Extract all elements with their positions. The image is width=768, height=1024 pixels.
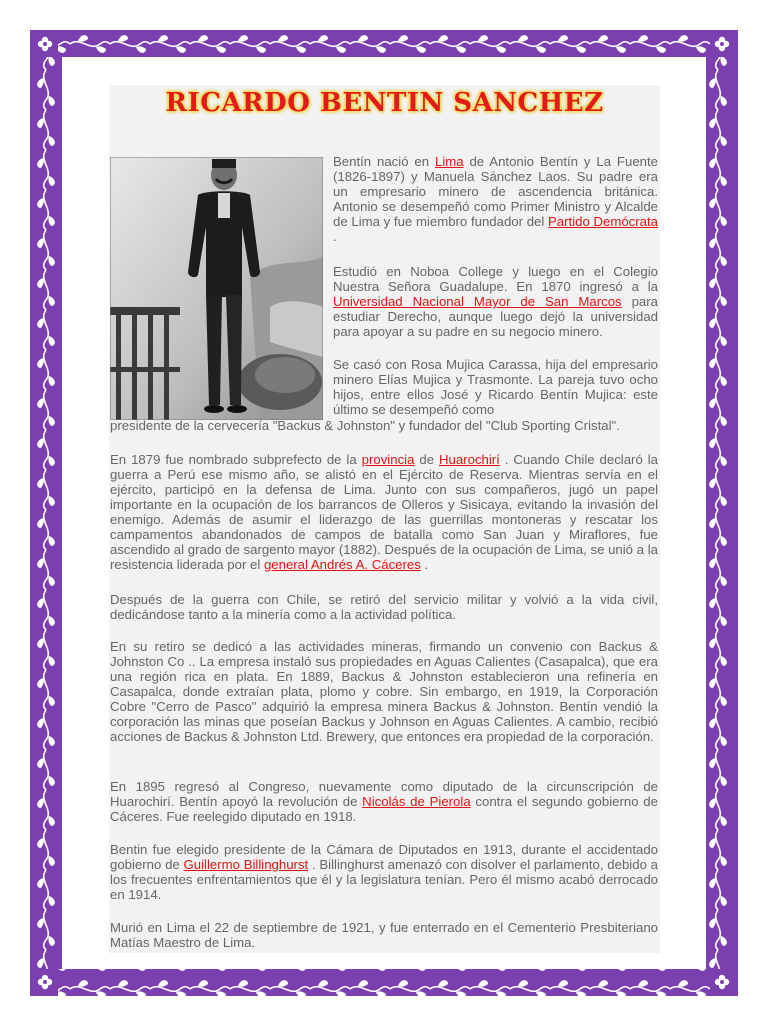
portrait-photo [110, 157, 323, 420]
paragraph-4: En 1879 fue nombrado subprefecto de la provincia de Huarochirí . Cuando Chile declaró la guerra a Perú ese mismo año, se alistó en el Ejército de Reserva. Mientras servía en el ejército, participó en la defensa de Lima. Junto con sus compañeros, jugó un papel importante en la ocupación de los barrancos de Olleros y Sisicaya, evitando la invasión del enemigo. Además de asumir el liderazgo de las guerrillas montoneras y rescatar los campamentos abandonados de campos de batalla como San Juan y Miraflores, fue ascendido al grado de sargento mayor (1882). Después de la ocupación de Lima, se unió a la resistencia liderada por el general Andrés A. Cáceres . [110, 452, 658, 572]
page-title: RICARDO BENTIN SANCHEZ [165, 88, 604, 118]
link-guillermo-billinghurst[interactable]: Guillermo Billinghurst [183, 857, 309, 872]
link-general-caceres[interactable]: general Andrés A. Cáceres [263, 557, 421, 572]
link-huarochiri[interactable]: Huarochirí [439, 452, 500, 467]
paragraph-6: En su retiro se dedicó a las actividades mineras, firmando un convenio con Backus & Johnston Co .. La empresa instaló sus propiedades en Aguas Calientes (Casapalca), que era una región rica en plata. En 1889, Backus & Johnston establecieron una refinería en Casapalca, donde extraían plata, plomo y cobre. Sin embargo, en 1919, la Corporación Cobre "Cerro de Pasco" adquirió la empresa minera Backus & Johnston. Bentín vendió la corporación las minas que poseían Backus y Johnson en Aguas Calientes. A cambio, recibió acciones de Backus & Johnston Ltd. Brewery, que entonces era propiedad de la corporación. [110, 639, 658, 744]
link-partido-democrata[interactable]: Partido Demócrata [548, 214, 658, 229]
link-provincia[interactable]: provincia [361, 452, 415, 467]
paragraph-9: Murió en Lima el 22 de septiembre de 1921, y fue enterrado en el Cementerio Presbiteriano Matías Maestro de Lima. [110, 920, 658, 950]
link-universidad-san-marcos[interactable]: Universidad Nacional Mayor de San Marcos [333, 294, 622, 309]
paragraph-3a: Se casó con Rosa Mujica Carassa, hija del empresario minero Elías Mujica y Trasmonte. La pareja tuvo ocho hijos, entre ellos José y Ricardo Bentín Mujica: este último se desempeñó como [333, 357, 658, 417]
paragraph-7: En 1895 regresó al Congreso, nuevamente como diputado de la circunscripción de Huarochirí. Bentín apoyó la revolución de Nicolás de Pierola contra el segundo gobierno de Cáceres. Fue reelegido diputado en 1918. [110, 779, 658, 824]
paragraph-3b: presidente de la cervecería "Backus & Johnston" y fundador del "Club Sporting Cristal". [110, 418, 620, 433]
paragraph-5: Después de la guerra con Chile, se retiró del servicio militar y volvió a la vida civil, dedicándose tanto a la minería como a la actividad política. [110, 592, 658, 622]
paragraph-8: Bentin fue elegido presidente de la Cámara de Diputados en 1913, durante el accidentado gobierno de Guillermo Billinghurst . Billinghurst amenazó con disolver el parlamento, debido a los frecuentes enfrentamientos que él y la legislatura tenían. Pero él mismo acabó derrocado en 1914. [110, 842, 658, 902]
link-lima[interactable]: Lima [434, 154, 464, 169]
link-nicolas-de-pierola[interactable]: Nicolás de Pierola [362, 794, 471, 809]
paragraph-1: Bentín nació en Lima de Antonio Bentín y La Fuente (1826-1897) y Manuela Sánchez Laos. Su padre era un empresario minero de ascendencia británica. Antonio se desempeñó como Primer Ministro y Alcalde de Lima y fue miembro fundador del Partido Demócrata . [333, 154, 658, 244]
paragraph-2: Estudió en Noboa College y luego en el Colegio Nuestra Señora Guadalupe. En 1870 ingresó a la Universidad Nacional Mayor de San Marcos para estudiar Derecho, aunque luego dejó la universidad para apoyar a su padre en su negocio minero. [333, 264, 658, 339]
